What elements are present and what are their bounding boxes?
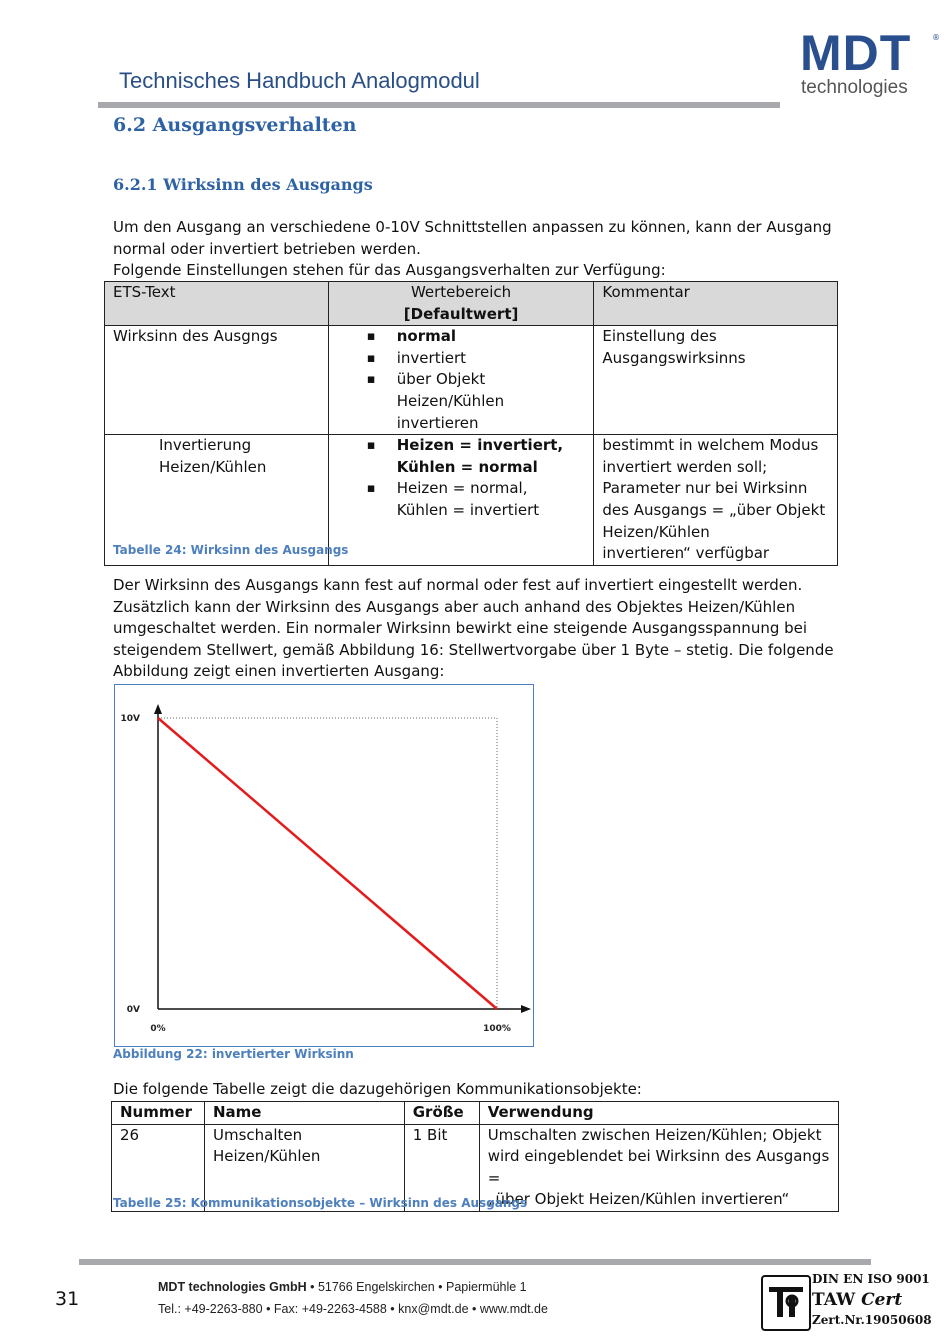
list-item: ▪ über Objekt Heizen/Kühlen invertieren xyxy=(397,369,586,434)
table-header-row xyxy=(112,1102,839,1125)
x-tick-label: 0% xyxy=(150,1024,166,1034)
document-title: Technisches Handbuch Analogmodul xyxy=(119,68,480,93)
page-number: 31 xyxy=(55,1288,80,1310)
y-tick-label: 0V xyxy=(126,1005,140,1015)
cell-name: Umschalten Heizen/Kühlen xyxy=(204,1124,404,1211)
intro-paragraph xyxy=(113,217,832,282)
section-heading: 6.2 Ausgangsverhalten xyxy=(113,114,357,136)
logo-subtitle: technologies xyxy=(801,77,908,98)
table2-intro: Die folgende Tabelle zeigt die dazugehörigen Kommunikationsobjekte: xyxy=(113,1080,642,1098)
x-axis-arrow-icon xyxy=(521,1005,531,1013)
cell-verwendung: Umschalten zwischen Heizen/Kühlen; Objekt wird eingeblendet bei Wirksinn des Ausgangs = „über Objekt Heizen/Kühlen invertieren“ xyxy=(479,1124,838,1211)
figure-caption: Abbildung 22: invertierter Wirksinn xyxy=(113,1047,354,1061)
settings-table xyxy=(104,281,838,566)
footer-rule xyxy=(79,1259,871,1265)
header-value-range: Wertebereich [Defaultwert] xyxy=(328,282,594,326)
table-caption: Tabelle 24: Wirksinn des Ausgangs xyxy=(113,543,349,557)
footer-contact: Tel.: +49-2263-880 • Fax: +49-2263-4588 • knx@mdt.de • www.mdt.de xyxy=(158,1302,548,1316)
header-comment: Kommentar xyxy=(594,282,838,326)
y-tick-label: 10V xyxy=(120,714,140,724)
row-name: Wirksinn des Ausgngs xyxy=(105,326,329,435)
header-ets-text: ETS-Text xyxy=(105,282,329,326)
cert-taw: TAW Cert xyxy=(812,1290,903,1310)
footer-address: MDT technologies GmbH • 51766 Engelskirchen • Papiermühle 1 xyxy=(158,1280,527,1294)
header-rule xyxy=(98,102,780,108)
header-name: Name xyxy=(204,1102,404,1125)
table-header-row xyxy=(105,282,838,326)
company-name: MDT technologies GmbH xyxy=(158,1280,307,1294)
table-row xyxy=(105,326,838,435)
table-caption: Tabelle 25: Kommunikationsobjekte – Wirksinn des Ausgangs xyxy=(113,1196,528,1210)
cell-groesse: 1 Bit xyxy=(404,1124,479,1211)
cert-number: Zert.Nr.19050608 xyxy=(812,1313,932,1327)
list-item: ▪ invertiert xyxy=(397,348,586,370)
list-item: ▪ Heizen = normal, Kühlen = invertiert xyxy=(397,478,586,521)
registered-mark: ® xyxy=(932,33,940,42)
row-name: Invertierung Heizen/Kühlen xyxy=(105,435,329,566)
cert-iso: DIN EN ISO 9001 xyxy=(812,1272,930,1286)
inverted-output-chart xyxy=(114,684,534,1047)
intro-line: Folgende Einstellungen stehen für das Ausgangsverhalten zur Verfügung: xyxy=(113,261,666,280)
header-groesse: Größe xyxy=(404,1102,479,1125)
intro-line: normal oder invertiert betrieben werden. xyxy=(113,239,421,258)
list-item: ▪ normal xyxy=(397,326,586,348)
mdt-logo: MDT xyxy=(800,25,912,81)
intro-line: Um den Ausgang an verschiedene 0-10V Schnittstellen anpassen zu können, kann der Ausgang xyxy=(113,218,832,236)
row-comment: Einstellung des Ausgangswirksinns xyxy=(594,326,838,435)
row-comment: bestimmt in welchem Modus invertiert werden soll; Parameter nur bei Wirksinn des Ausgangs = „über Objekt Heizen/Kühlen invertieren“ verfügbar xyxy=(594,435,838,566)
body-paragraph: Der Wirksinn des Ausgangs kann fest auf normal oder fest auf invertiert eingestellt werden. Zusätzlich kann der Wirksinn des Ausgangs aber auch anhand des Objektes Heizen/Kühlen umgeschaltet werden. Ein normaler Wirksinn bewirkt eine steigende Ausgangsspannung bei steigendem Stellwert, gemäß Abbildung 16: Stellwertvorgabe über 1 Byte – stetig. Die folgende Abbildung zeigt einen invertierten Ausgang: xyxy=(113,576,834,681)
x-tick-label: 100% xyxy=(483,1024,511,1034)
header-nummer: Nummer xyxy=(112,1102,205,1125)
list-item: ▪ Heizen = invertiert, Kühlen = normal xyxy=(397,435,586,478)
cell-nummer: 26 xyxy=(112,1124,205,1211)
row-values xyxy=(328,326,594,435)
header-verwendung: Verwendung xyxy=(479,1102,838,1125)
certification-logo-icon xyxy=(761,1275,811,1331)
chart-svg xyxy=(115,685,533,1046)
data-line xyxy=(158,718,497,1009)
y-axis-arrow-icon xyxy=(154,704,162,714)
row-values xyxy=(328,435,594,566)
subsection-heading: 6.2.1 Wirksinn des Ausgangs xyxy=(113,175,373,194)
